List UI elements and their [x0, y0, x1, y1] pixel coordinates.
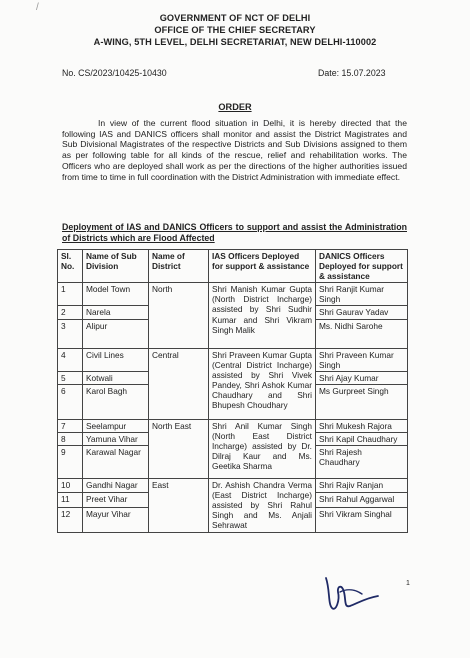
cell-sl: 1 — [58, 283, 83, 306]
cell-sub-division: Civil Lines — [83, 348, 149, 371]
header-danics-officers: DANICS Officers Deployed for support & assistance — [316, 250, 408, 283]
cell-sub-division: Narela — [83, 306, 149, 319]
order-date: Date: 15.07.2023 — [318, 68, 386, 78]
header-sub-division: Name of Sub Division — [83, 250, 149, 283]
cell-sl: 5 — [58, 371, 83, 384]
cell-danics-officer: Ms Gurpreet Singh — [316, 384, 408, 419]
header-sl-no: Sl. No. — [58, 250, 83, 283]
table-row — [58, 348, 408, 371]
cell-danics-officer: Shri Kapil Chaudhary — [316, 432, 408, 445]
header-line-1: GOVERNMENT OF NCT OF DELHI — [159, 13, 311, 23]
cell-sub-division: Yamuna Vihar — [83, 432, 149, 445]
cell-sub-division: Karol Bagh — [83, 384, 149, 419]
cell-sub-division: Mayur Vihar — [83, 507, 149, 532]
table-row — [58, 283, 408, 306]
table-row — [58, 419, 408, 432]
body-paragraph: In view of the current flood situation in Delhi, it is hereby directed that the following IAS and DANICS officers shall monitor and assist the District Magistrates and Sub Divisional Magistrates of the respective Districts and Sub Divisions assigned to them as per following table for all kinds of the rescue, relief and rehabilitation works. The Officers who are deployed shall work as per the directions of the higher authorities issued from time to time in full coordination with the District Administration with immediate effect. — [62, 118, 407, 182]
deployment-table — [57, 249, 408, 533]
header-line-2: OFFICE OF THE CHIEF SECRETARY — [154, 25, 316, 35]
cell-danics-officer: Shri Rajesh Chaudhary — [316, 446, 408, 479]
cell-sl: 2 — [58, 306, 83, 319]
signature-scribble — [318, 570, 428, 615]
cell-danics-officer: Shri Gaurav Yadav — [316, 306, 408, 319]
cell-danics-officer: Ms. Nidhi Sarohe — [316, 319, 408, 348]
cell-danics-officer: Shri Rahul Aggarwal — [316, 493, 408, 507]
cell-ias-officers: Shri Anil Kumar Singh (North East District Incharge) assisted by Dr. Dilraj Kaur and Ms. Geetika Sharma — [209, 419, 316, 478]
cell-sl: 12 — [58, 507, 83, 532]
cell-danics-officer: Shri Praveen Kumar Singh — [316, 348, 408, 371]
table-row — [58, 479, 408, 493]
cell-danics-officer: Shri Rajiv Ranjan — [316, 479, 408, 493]
signature — [318, 570, 428, 615]
cell-district: Central — [149, 348, 209, 419]
cell-sl: 10 — [58, 479, 83, 493]
cell-district: North — [149, 283, 209, 348]
reference-number: No. CS/2023/10425-10430 — [62, 68, 167, 78]
cell-ias-officers: Shri Praveen Kumar Gupta (Central District Incharge) assisted by Shri Vivek Pandey, Shri Ashok Kumar Chaudhary and Shri Bhupesh Choudhary — [209, 348, 316, 419]
header-district: Name of District — [149, 250, 209, 283]
cell-sub-division: Kotwali — [83, 371, 149, 384]
order-title: ORDER — [218, 102, 252, 112]
header-line-3: A-WING, 5TH LEVEL, DELHI SECRETARIAT, NEW DELHI-110002 — [93, 37, 377, 47]
cell-sl: 6 — [58, 384, 83, 419]
cell-ias-officers: Dr. Ashish Chandra Verma (East District Incharge) assisted by Shri Rahul Singh and Ms. Anjali Sehrawat — [209, 479, 316, 532]
header-ias-officers: IAS Officers Deployed for support & assistance — [209, 250, 316, 283]
cell-sub-division: Model Town — [83, 283, 149, 306]
cell-danics-officer: Shri Vikram Singhal — [316, 507, 408, 532]
cell-danics-officer: Shri Mukesh Rajora — [316, 419, 408, 432]
cell-district: East — [149, 479, 209, 532]
cell-sub-division: Seelampur — [83, 419, 149, 432]
cell-sub-division: Gandhi Nagar — [83, 479, 149, 493]
cell-sl: 8 — [58, 432, 83, 445]
cell-danics-officer: Shri Ajay Kumar — [316, 371, 408, 384]
cell-danics-officer: Shri Ranjit Kumar Singh — [316, 283, 408, 306]
cell-sub-division: Karawal Nagar — [83, 446, 149, 479]
cell-district: North East — [149, 419, 209, 478]
cell-sl: 3 — [58, 319, 83, 348]
cell-sl: 4 — [58, 348, 83, 371]
cell-ias-officers: Shri Manish Kumar Gupta (North District Incharge) assisted by Shri Sudhir Kumar and Shri Vikram Singh Malik — [209, 283, 316, 348]
cell-sl: 11 — [58, 493, 83, 507]
cell-sub-division: Alipur — [83, 319, 149, 348]
corner-mark: / — [36, 2, 39, 13]
cell-sub-division: Preet Vihar — [83, 493, 149, 507]
cell-sl: 9 — [58, 446, 83, 479]
signature-mark: 1 — [406, 580, 410, 587]
table-header-row — [58, 250, 408, 283]
deployment-heading: Deployment of IAS and DANICS Officers to support and assist the Administration of Districts which are Flood Affected — [62, 222, 407, 243]
cell-sl: 7 — [58, 419, 83, 432]
